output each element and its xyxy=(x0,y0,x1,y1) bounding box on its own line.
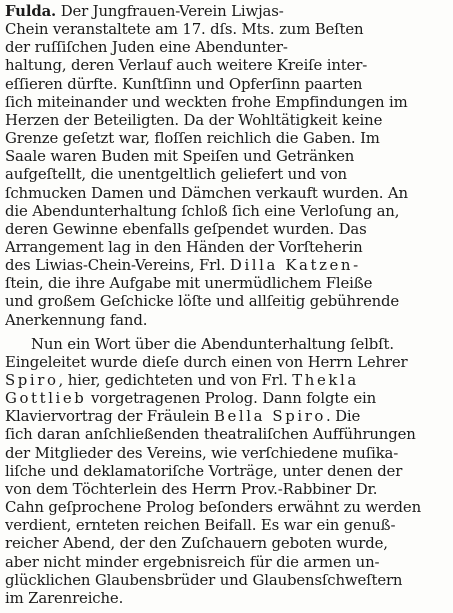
article-line-27 xyxy=(5,480,449,498)
article-text: Grenze geſetzt war, floſſen reichlich die Gaben. Im xyxy=(5,129,380,148)
article-text: Eingeleitet wurde dieſe durch einen von Herrn Lehrer xyxy=(5,352,408,371)
article-line-6 xyxy=(5,93,449,111)
article-line-31 xyxy=(5,534,449,552)
article-text: . Die xyxy=(325,407,361,426)
article-line-5 xyxy=(5,75,449,93)
article-line-11 xyxy=(5,184,449,202)
article-text: aber nicht minder ergebnisreich für die armen un- xyxy=(5,552,380,571)
article-text: Chein veranstaltete am 17. dſs. Mts. zum Beſten xyxy=(5,20,364,39)
article-line-1 xyxy=(5,2,449,20)
article-line-19 xyxy=(31,335,449,353)
article-line-3 xyxy=(5,38,449,56)
article-text: von dem Töchterlein des Herrn Prov.-Rabbiner Dr. xyxy=(5,479,378,498)
article-text: Der Jungfrauen-Verein Liwjas- xyxy=(60,2,284,20)
article-text: ſchmucken Damen und Dämchen verkauft wurden. An xyxy=(5,183,408,202)
article-text: reicher Abend, der den Zuſchauern geboten wurde, xyxy=(5,534,388,553)
article-text: der ruſſiſchen Juden eine Abendunter- xyxy=(5,38,288,57)
article-line-24 xyxy=(5,425,449,443)
article-text: eſſieren dürfte. Kunſtſinn und Opferſinn paarten xyxy=(5,74,363,93)
spaced-name-gottlieb: Gottlieb xyxy=(5,389,87,408)
dateline-place: Fulda. xyxy=(5,2,57,20)
article-line-29 xyxy=(5,498,449,516)
spaced-name-dilla-katzen: Dilla Katzen- xyxy=(229,256,361,275)
article-text: Nun ein Wort über die Abendunterhaltung ſelbſt. xyxy=(31,334,394,353)
article-line-33 xyxy=(5,571,449,589)
article-line-8 xyxy=(5,129,449,147)
article-text: Klaviervortrag der Fräulein xyxy=(5,407,210,426)
article-text: der Mitglieder des Vereins, wie verſchiedene muſika- xyxy=(5,443,399,462)
article-line-25 xyxy=(5,444,449,462)
article-line-32 xyxy=(5,553,449,571)
article-line-17 xyxy=(5,292,449,310)
article-text: Arrangement lag in den Händen der Vorſteherin xyxy=(5,237,363,256)
article-line-34 xyxy=(5,589,449,607)
spaced-name-bella-spiro: Bella Spiro xyxy=(213,407,326,426)
article-text: ſich daran anſchließenden theatraliſchen Aufführungen xyxy=(5,425,416,444)
article-text: ſtein, die ihre Aufgabe mit unermüdlichem Fleiße xyxy=(5,274,373,293)
spaced-name-spiro: Spiro xyxy=(5,371,59,390)
article-text: verdient, ernteten reichen Beifall. Es war ein genuß- xyxy=(5,516,396,535)
article-text: Herzen der Beteiligten. Da der Wohltätigkeit keine xyxy=(5,110,383,129)
article-text: deren Gewinne ebenfalls geſpendet wurden. Das xyxy=(5,219,367,238)
article-line-18 xyxy=(5,311,449,329)
article-line-12 xyxy=(5,202,449,220)
article-text: Saale waren Buden mit Speiſen und Getränken xyxy=(5,147,355,166)
article-line-13 xyxy=(5,220,449,238)
article-line-16 xyxy=(5,274,449,292)
article-line-23 xyxy=(5,407,449,425)
article-text: vorgetragenen Prolog. Dann folgte ein xyxy=(91,389,377,408)
article-line-30 xyxy=(5,516,449,534)
article-text: des Liwias-Chein-Vereins, Frl. xyxy=(5,256,226,275)
article-text: liſche und deklamatoriſche Vorträge, unter denen der xyxy=(5,461,403,480)
article-line-20 xyxy=(5,353,449,371)
article-text: Anerkennung fand. xyxy=(5,310,148,329)
article-line-9 xyxy=(5,147,449,165)
article-line-4 xyxy=(5,56,449,74)
article-text: die Abendunterhaltung ſchloß ſich eine Verloſung an, xyxy=(5,201,400,220)
article-line-14 xyxy=(5,238,449,256)
article-text: haltung, deren Verlauf auch weitere Kreiſe inter- xyxy=(5,56,368,75)
article-line-7 xyxy=(5,111,449,129)
article-line-21 xyxy=(5,371,449,389)
article-line-15 xyxy=(5,256,449,274)
article-line-22 xyxy=(5,389,449,407)
article-text: , hier, gedichteten und von Frl. xyxy=(58,371,288,390)
article-line-26 xyxy=(5,462,449,480)
article-text: Cahn geſprochene Prolog beſonders erwähnt zu werden xyxy=(5,498,422,517)
article-line-2 xyxy=(5,20,449,38)
article-text: aufgeſtellt, die unentgeltlich geliefert und von xyxy=(5,165,347,184)
spaced-name-thekla: Thekla xyxy=(292,371,359,390)
article-text: ſich miteinander und weckten frohe Empfindungen im xyxy=(5,92,408,111)
article-text: und großem Geſchicke löſte und allſeitig gebührende xyxy=(5,292,400,311)
article-text: im Zarenreiche. xyxy=(5,588,124,607)
article-line-10 xyxy=(5,165,449,183)
article-text: glücklichen Glaubensbrüder und Glaubensſchweſtern xyxy=(5,570,403,589)
